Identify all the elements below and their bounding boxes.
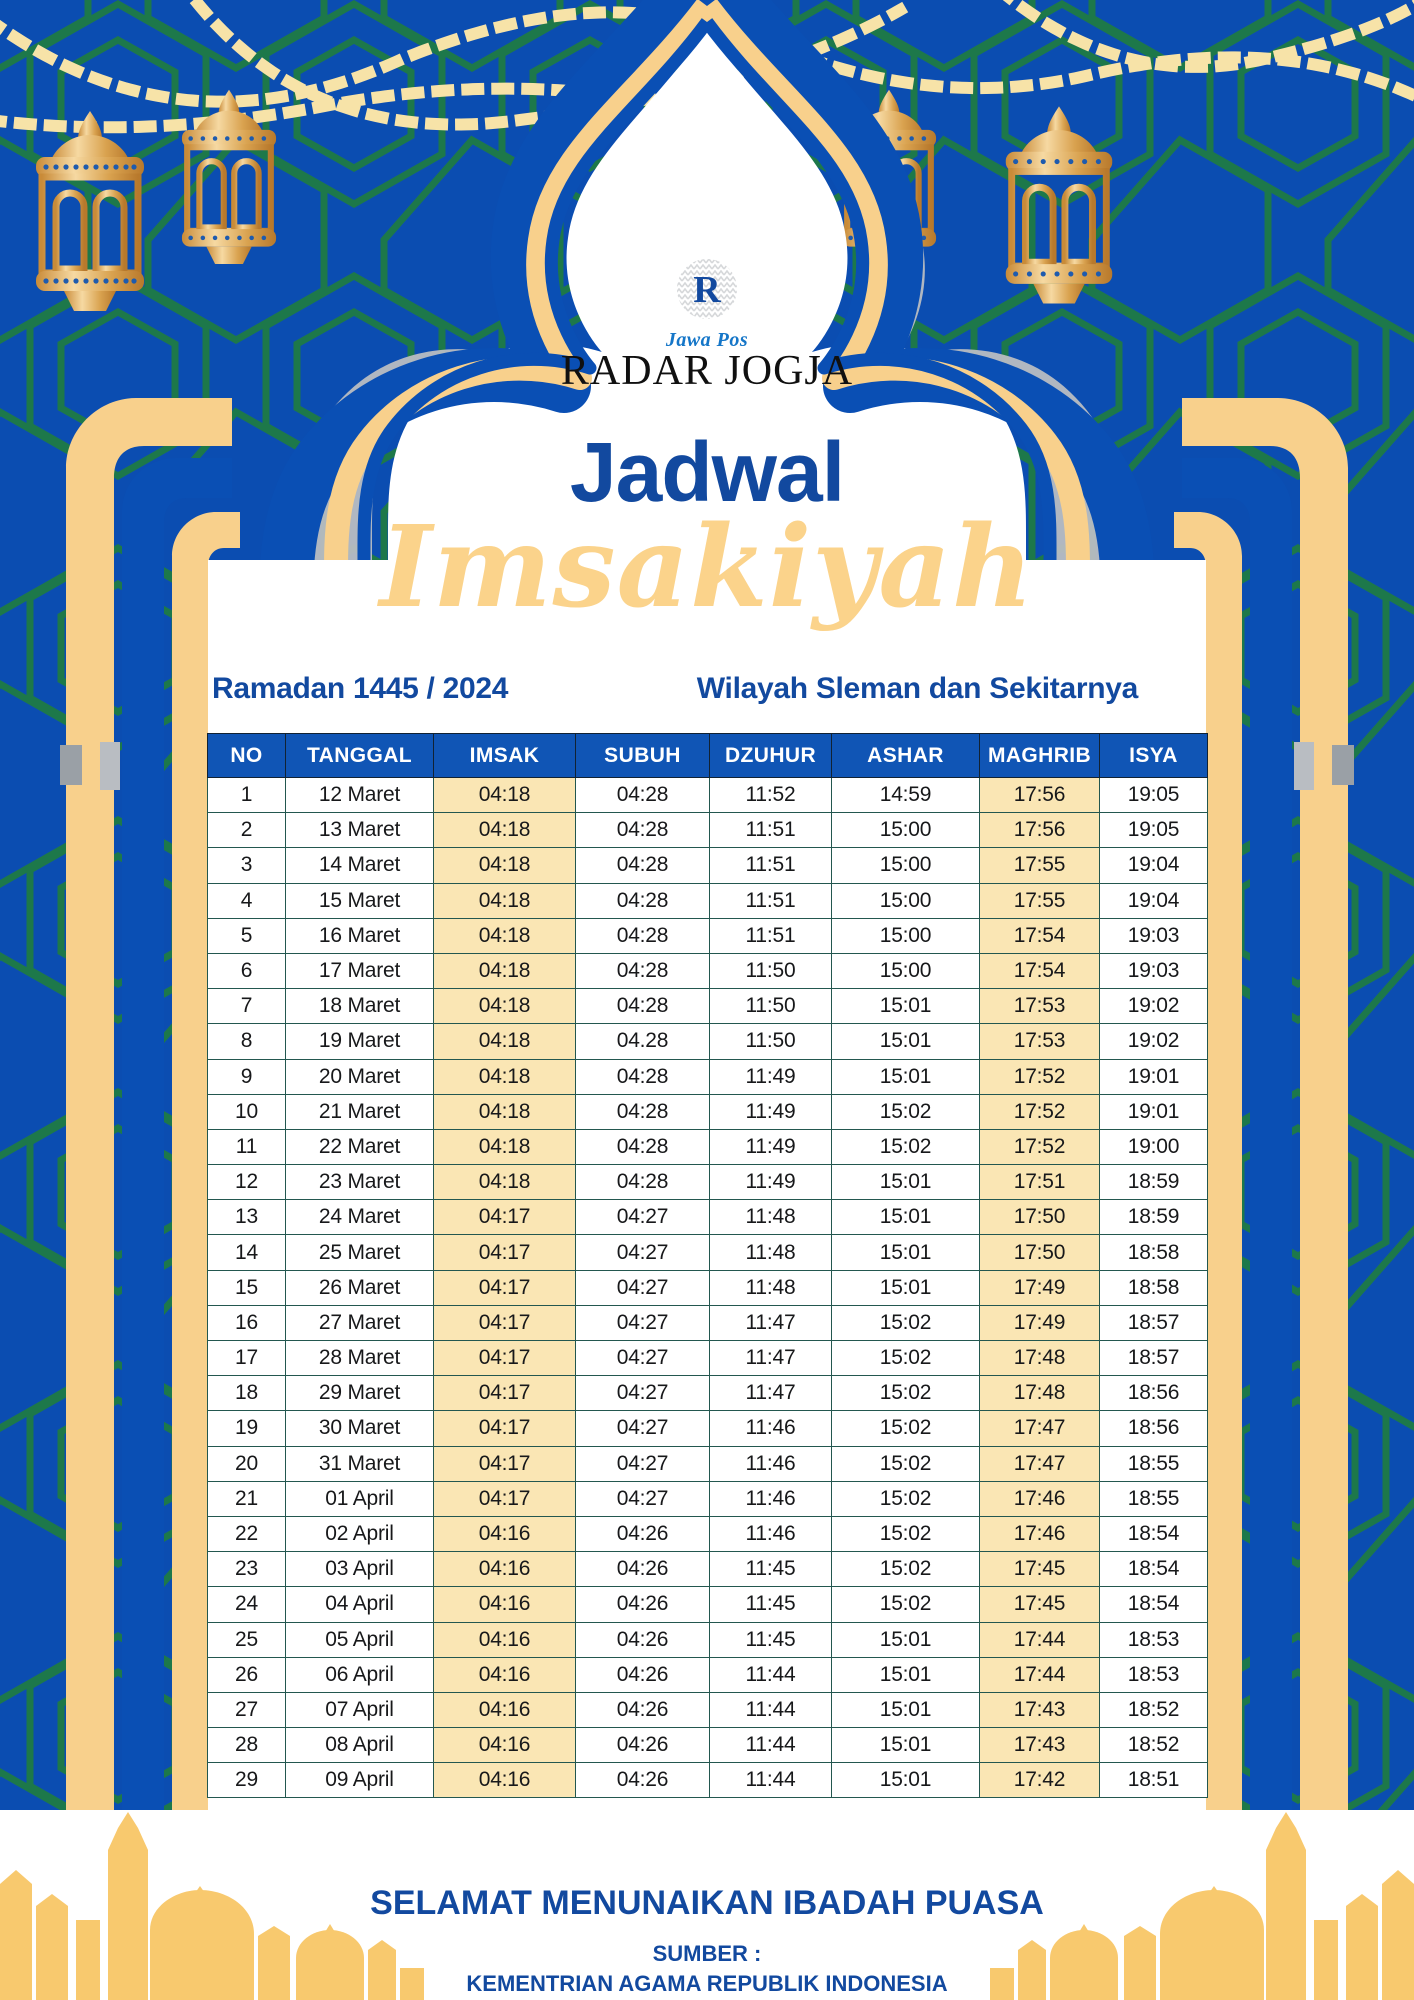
cell-subuh: 04:28 [576,778,710,813]
table-row [208,1094,1208,1129]
table-row [208,1200,1208,1235]
brand-radar-jogja-label: RADAR JOGJA [560,348,854,394]
cell-ashar: 15:02 [832,1129,980,1164]
footer-greeting: SELAMAT MENUNAIKAN IBADAH PUASA [370,1884,1044,1922]
cell-maghrib: 17:52 [980,1094,1100,1129]
prayer-schedule-table [207,733,1208,1798]
cell-tanggal: 30 Maret [286,1411,434,1446]
cell-no: 6 [208,953,286,988]
cell-imsak: 04:16 [434,1516,576,1551]
cell-imsak: 04:18 [434,1059,576,1094]
cell-maghrib: 17:44 [980,1622,1100,1657]
cell-isya: 18:59 [1100,1200,1208,1235]
cell-subuh: 04:26 [576,1728,710,1763]
cell-imsak: 04:16 [434,1763,576,1798]
cell-imsak: 04:18 [434,778,576,813]
table-row [208,1235,1208,1270]
table-row [208,778,1208,813]
cell-tanggal: 31 Maret [286,1446,434,1481]
cell-imsak: 04:16 [434,1692,576,1727]
cell-no: 19 [208,1411,286,1446]
table-row [208,1763,1208,1798]
cell-ashar: 15:01 [832,1692,980,1727]
cell-imsak: 04:17 [434,1200,576,1235]
cell-tanggal: 29 Maret [286,1376,434,1411]
cell-no: 16 [208,1305,286,1340]
table-row [208,1516,1208,1551]
cell-isya: 18:56 [1100,1411,1208,1446]
cell-ashar: 15:02 [832,1341,980,1376]
cell-maghrib: 17:49 [980,1305,1100,1340]
cell-subuh: 04:28 [576,1165,710,1200]
cell-ashar: 15:02 [832,1094,980,1129]
cell-dzuhur: 11:44 [710,1692,832,1727]
table-header-imsak: IMSAK [434,734,576,778]
cell-tanggal: 23 Maret [286,1165,434,1200]
r-monogram-icon [676,258,738,320]
cell-isya: 19:02 [1100,1024,1208,1059]
table-row [208,1024,1208,1059]
cell-dzuhur: 11:48 [710,1235,832,1270]
cell-isya: 18:54 [1100,1516,1208,1551]
cell-isya: 18:55 [1100,1446,1208,1481]
table-header-maghrib: MAGHRIB [980,734,1100,778]
table-row [208,1165,1208,1200]
cell-dzuhur: 11:51 [710,848,832,883]
table-row [208,918,1208,953]
cell-no: 10 [208,1094,286,1129]
cell-imsak: 04:17 [434,1341,576,1376]
cell-dzuhur: 11:44 [710,1657,832,1692]
footer-source-label: SUMBER : [652,1941,762,1966]
cell-maghrib: 17:50 [980,1200,1100,1235]
cell-subuh: 04:28 [576,918,710,953]
cell-imsak: 04:18 [434,1165,576,1200]
cell-subuh: 04:26 [576,1552,710,1587]
cell-tanggal: 19 Maret [286,1024,434,1059]
cell-dzuhur: 11:44 [710,1763,832,1798]
cell-imsak: 04:17 [434,1235,576,1270]
cell-no: 21 [208,1481,286,1516]
table-row [208,1728,1208,1763]
cell-imsak: 04:18 [434,813,576,848]
cell-no: 4 [208,883,286,918]
cell-no: 11 [208,1129,286,1164]
cell-ashar: 14:59 [832,778,980,813]
cell-tanggal: 01 April [286,1481,434,1516]
cell-isya: 19:00 [1100,1129,1208,1164]
cell-subuh: 04:28 [576,953,710,988]
cell-isya: 18:52 [1100,1728,1208,1763]
cell-tanggal: 08 April [286,1728,434,1763]
cell-no: 8 [208,1024,286,1059]
cell-subuh: 04:28 [576,813,710,848]
cell-maghrib: 17:43 [980,1728,1100,1763]
cell-tanggal: 06 April [286,1657,434,1692]
cell-dzuhur: 11:50 [710,953,832,988]
cell-maghrib: 17:46 [980,1516,1100,1551]
cell-maghrib: 17:44 [980,1657,1100,1692]
brand-block [0,258,1414,393]
cell-imsak: 04:17 [434,1481,576,1516]
cell-tanggal: 13 Maret [286,813,434,848]
cell-subuh: 04:27 [576,1235,710,1270]
cell-isya: 19:04 [1100,848,1208,883]
cell-tanggal: 03 April [286,1552,434,1587]
cell-no: 9 [208,1059,286,1094]
subtitle-period: Ramadan 1445 / 2024 [212,672,509,705]
cell-subuh: 04:27 [576,1341,710,1376]
cell-ashar: 15:00 [832,953,980,988]
cell-ashar: 15:02 [832,1481,980,1516]
cell-ashar: 15:02 [832,1552,980,1587]
cell-no: 5 [208,918,286,953]
cell-dzuhur: 11:51 [710,813,832,848]
cell-dzuhur: 11:45 [710,1552,832,1587]
cell-imsak: 04:18 [434,1094,576,1129]
cell-no: 27 [208,1692,286,1727]
cell-imsak: 04:18 [434,848,576,883]
cell-dzuhur: 11:46 [710,1446,832,1481]
cell-imsak: 04:16 [434,1587,576,1622]
cell-ashar: 15:01 [832,1763,980,1798]
cell-isya: 18:59 [1100,1165,1208,1200]
cell-no: 25 [208,1622,286,1657]
cell-subuh: 04:26 [576,1587,710,1622]
cell-tanggal: 12 Maret [286,778,434,813]
cell-subuh: 04:28 [576,848,710,883]
cell-isya: 19:01 [1100,1059,1208,1094]
cell-maghrib: 17:45 [980,1552,1100,1587]
cell-subuh: 04:28 [576,883,710,918]
cell-ashar: 15:02 [832,1587,980,1622]
cell-imsak: 04:17 [434,1376,576,1411]
cell-maghrib: 17:54 [980,918,1100,953]
cell-ashar: 15:02 [832,1376,980,1411]
cell-maghrib: 17:54 [980,953,1100,988]
cell-ashar: 15:01 [832,1165,980,1200]
cell-tanggal: 09 April [286,1763,434,1798]
cell-tanggal: 16 Maret [286,918,434,953]
cell-imsak: 04:16 [434,1622,576,1657]
table-row [208,1692,1208,1727]
cell-tanggal: 17 Maret [286,953,434,988]
cell-ashar: 15:02 [832,1305,980,1340]
footer-source-value: KEMENTRIAN AGAMA REPUBLIK INDONESIA [466,1971,948,1996]
table-header-isya: ISYA [1100,734,1208,778]
table-row [208,1446,1208,1481]
cell-tanggal: 21 Maret [286,1094,434,1129]
cell-dzuhur: 11:47 [710,1305,832,1340]
cell-dzuhur: 11:48 [710,1270,832,1305]
cell-isya: 19:04 [1100,883,1208,918]
table-row [208,1305,1208,1340]
cell-maghrib: 17:48 [980,1341,1100,1376]
cell-dzuhur: 11:50 [710,1024,832,1059]
cell-no: 14 [208,1235,286,1270]
cell-maghrib: 17:53 [980,1024,1100,1059]
cell-dzuhur: 11:51 [710,918,832,953]
table-row [208,953,1208,988]
cell-ashar: 15:00 [832,813,980,848]
cell-imsak: 04:16 [434,1657,576,1692]
cell-tanggal: 24 Maret [286,1200,434,1235]
cell-isya: 18:54 [1100,1587,1208,1622]
table-header-no: NO [208,734,286,778]
cell-maghrib: 17:53 [980,989,1100,1024]
cell-isya: 18:57 [1100,1305,1208,1340]
cell-subuh: 04:28 [576,1129,710,1164]
cell-tanggal: 26 Maret [286,1270,434,1305]
page-title-jadwal: Jadwal [569,425,845,519]
cell-maghrib: 17:46 [980,1481,1100,1516]
subtitle-row [212,672,1212,706]
cell-no: 20 [208,1446,286,1481]
cell-maghrib: 17:43 [980,1692,1100,1727]
cell-ashar: 15:01 [832,1622,980,1657]
cell-ashar: 15:00 [832,848,980,883]
cell-tanggal: 18 Maret [286,989,434,1024]
subtitle-region: Wilayah Sleman dan Sekitarnya [696,672,1138,705]
cell-dzuhur: 11:45 [710,1622,832,1657]
cell-maghrib: 17:52 [980,1059,1100,1094]
cell-maghrib: 17:56 [980,778,1100,813]
cell-maghrib: 17:45 [980,1587,1100,1622]
svg-text:R: R [693,269,721,311]
cell-dzuhur: 11:48 [710,1200,832,1235]
cell-subuh: 04:26 [576,1692,710,1727]
cell-no: 13 [208,1200,286,1235]
cell-subuh: 04:27 [576,1446,710,1481]
table-row [208,1411,1208,1446]
cell-dzuhur: 11:52 [710,778,832,813]
cell-ashar: 15:01 [832,989,980,1024]
cell-isya: 18:58 [1100,1270,1208,1305]
cell-subuh: 04:27 [576,1481,710,1516]
cell-isya: 19:02 [1100,989,1208,1024]
cell-maghrib: 17:51 [980,1165,1100,1200]
cell-tanggal: 04 April [286,1587,434,1622]
table-row [208,848,1208,883]
cell-dzuhur: 11:46 [710,1516,832,1551]
cell-isya: 18:58 [1100,1235,1208,1270]
schedule-table-wrapper [207,733,1207,1798]
cell-subuh: 04:26 [576,1657,710,1692]
cell-tanggal: 27 Maret [286,1305,434,1340]
cell-imsak: 04:17 [434,1305,576,1340]
cell-ashar: 15:00 [832,883,980,918]
cell-no: 3 [208,848,286,883]
cell-isya: 18:53 [1100,1622,1208,1657]
cell-dzuhur: 11:46 [710,1411,832,1446]
cell-subuh: 04:28 [576,989,710,1024]
cell-isya: 18:54 [1100,1552,1208,1587]
cell-maghrib: 17:48 [980,1376,1100,1411]
cell-imsak: 04:18 [434,883,576,918]
table-row [208,813,1208,848]
table-row [208,1376,1208,1411]
cell-no: 15 [208,1270,286,1305]
cell-imsak: 04:16 [434,1552,576,1587]
footer-block [0,1884,1414,1997]
cell-maghrib: 17:52 [980,1129,1100,1164]
cell-tanggal: 05 April [286,1622,434,1657]
cell-imsak: 04:17 [434,1446,576,1481]
cell-ashar: 15:01 [832,1024,980,1059]
cell-no: 18 [208,1376,286,1411]
cell-ashar: 15:01 [832,1200,980,1235]
cell-ashar: 15:00 [832,918,980,953]
cell-imsak: 04:18 [434,918,576,953]
cell-subuh: 04:28 [576,1094,710,1129]
cell-subuh: 04:26 [576,1516,710,1551]
table-row [208,1341,1208,1376]
cell-dzuhur: 11:49 [710,1165,832,1200]
cell-imsak: 04:18 [434,989,576,1024]
cell-subuh: 04:27 [576,1200,710,1235]
table-row [208,1622,1208,1657]
cell-subuh: 04:28 [576,1059,710,1094]
cell-no: 2 [208,813,286,848]
cell-no: 12 [208,1165,286,1200]
cell-isya: 19:05 [1100,778,1208,813]
table-body [208,778,1208,1798]
cell-ashar: 15:01 [832,1059,980,1094]
cell-dzuhur: 11:49 [710,1094,832,1129]
table-row [208,1129,1208,1164]
cell-isya: 19:03 [1100,918,1208,953]
cell-dzuhur: 11:45 [710,1587,832,1622]
cell-ashar: 15:01 [832,1270,980,1305]
cell-dzuhur: 11:51 [710,883,832,918]
table-header-ashar: ASHAR [832,734,980,778]
table-row [208,1552,1208,1587]
cell-ashar: 15:02 [832,1516,980,1551]
cell-dzuhur: 11:49 [710,1059,832,1094]
cell-dzuhur: 11:50 [710,989,832,1024]
cell-isya: 19:05 [1100,813,1208,848]
cell-tanggal: 22 Maret [286,1129,434,1164]
cell-imsak: 04:18 [434,1129,576,1164]
cell-imsak: 04:18 [434,1024,576,1059]
cell-tanggal: 25 Maret [286,1235,434,1270]
cell-ashar: 15:01 [832,1728,980,1763]
table-row [208,1587,1208,1622]
cell-maghrib: 17:47 [980,1446,1100,1481]
table-header-subuh: SUBUH [576,734,710,778]
cell-no: 29 [208,1763,286,1798]
cell-isya: 18:53 [1100,1657,1208,1692]
cell-imsak: 04:18 [434,953,576,988]
cell-ashar: 15:02 [832,1411,980,1446]
cell-no: 26 [208,1657,286,1692]
page-title-imsakiyah: Imsakiyah [379,502,1035,633]
cell-maghrib: 17:42 [980,1763,1100,1798]
cell-maghrib: 17:47 [980,1411,1100,1446]
table-header-tanggal: TANGGAL [286,734,434,778]
cell-dzuhur: 11:49 [710,1129,832,1164]
table-row [208,1059,1208,1094]
cell-ashar: 15:01 [832,1235,980,1270]
cell-isya: 18:57 [1100,1341,1208,1376]
cell-dzuhur: 11:47 [710,1376,832,1411]
cell-no: 7 [208,989,286,1024]
cell-tanggal: 20 Maret [286,1059,434,1094]
cell-subuh: 04:26 [576,1763,710,1798]
cell-imsak: 04:16 [434,1728,576,1763]
table-row [208,989,1208,1024]
cell-subuh: 04:27 [576,1305,710,1340]
cell-subuh: 04:27 [576,1270,710,1305]
cell-tanggal: 02 April [286,1516,434,1551]
cell-ashar: 15:02 [832,1446,980,1481]
cell-isya: 19:03 [1100,953,1208,988]
cell-no: 28 [208,1728,286,1763]
cell-tanggal: 14 Maret [286,848,434,883]
cell-dzuhur: 11:44 [710,1728,832,1763]
cell-no: 1 [208,778,286,813]
cell-isya: 18:56 [1100,1376,1208,1411]
cell-subuh: 04.28 [576,1024,710,1059]
cell-dzuhur: 11:47 [710,1341,832,1376]
cell-tanggal: 28 Maret [286,1341,434,1376]
table-row [208,1270,1208,1305]
cell-maghrib: 17:55 [980,848,1100,883]
cell-no: 24 [208,1587,286,1622]
cell-isya: 18:51 [1100,1763,1208,1798]
table-row [208,883,1208,918]
table-header-row [208,734,1208,778]
cell-no: 17 [208,1341,286,1376]
cell-maghrib: 17:55 [980,883,1100,918]
cell-imsak: 04:17 [434,1411,576,1446]
brand-jawapos-label: Jawa Pos [665,329,749,351]
table-row [208,1481,1208,1516]
cell-no: 23 [208,1552,286,1587]
cell-tanggal: 07 April [286,1692,434,1727]
cell-isya: 18:55 [1100,1481,1208,1516]
cell-dzuhur: 11:46 [710,1481,832,1516]
table-header-dzuhur: DZUHUR [710,734,832,778]
table-row [208,1657,1208,1692]
cell-maghrib: 17:50 [980,1235,1100,1270]
cell-ashar: 15:01 [832,1657,980,1692]
cell-subuh: 04:26 [576,1622,710,1657]
cell-isya: 18:52 [1100,1692,1208,1727]
cell-subuh: 04:27 [576,1376,710,1411]
cell-imsak: 04:17 [434,1270,576,1305]
cell-tanggal: 15 Maret [286,883,434,918]
cell-maghrib: 17:49 [980,1270,1100,1305]
cell-isya: 19:01 [1100,1094,1208,1129]
cell-no: 22 [208,1516,286,1551]
cell-maghrib: 17:56 [980,813,1100,848]
cell-subuh: 04:27 [576,1411,710,1446]
